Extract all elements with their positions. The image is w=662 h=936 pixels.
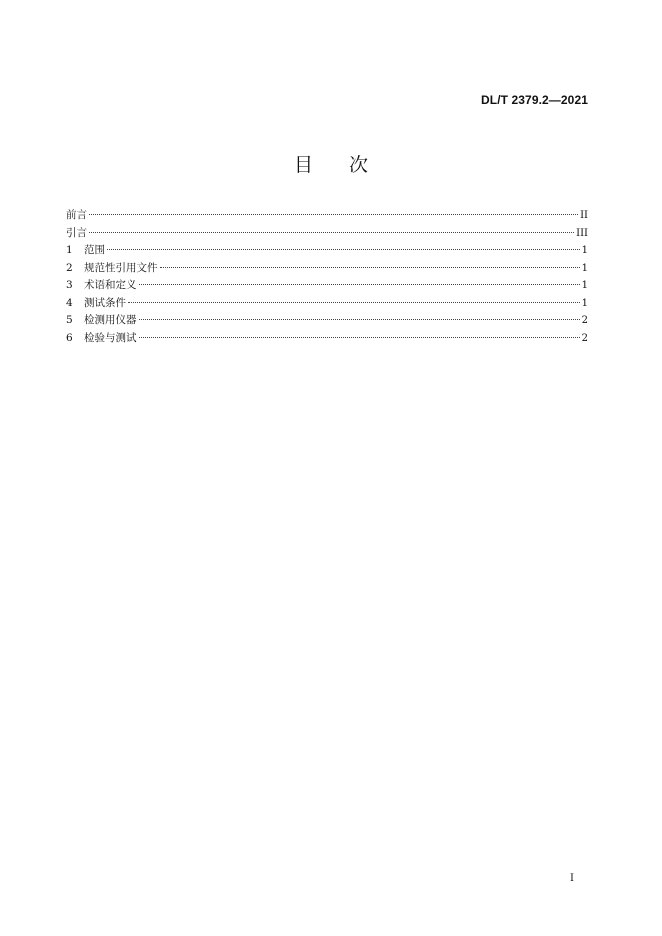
toc-leader-dots	[128, 302, 580, 303]
toc-entry-normative-references[interactable]	[66, 260, 588, 278]
toc-entry-number: 5	[66, 314, 73, 326]
document-code: DL/T 2379.2—2021	[481, 93, 588, 107]
toc-entry-label: 术语和定义	[84, 279, 137, 291]
toc-leader-dots	[89, 214, 578, 215]
toc-leader-dots	[139, 284, 580, 285]
toc-entry-page: 1	[581, 280, 588, 291]
toc-entry-scope[interactable]	[66, 242, 588, 260]
toc-entry-number: 3	[66, 279, 73, 291]
toc-entry-page: 1	[581, 245, 588, 256]
toc-entry-number: 2	[66, 261, 73, 274]
page-title	[0, 150, 662, 177]
title-char-2: 次	[349, 154, 369, 176]
toc-leader-dots	[107, 249, 580, 250]
toc-entry-introduction[interactable]	[66, 225, 588, 243]
toc-entry-number: 4	[66, 296, 73, 309]
table-of-contents	[66, 207, 588, 347]
toc-entry-page: 2	[581, 315, 588, 326]
toc-entry-page: 2	[581, 332, 588, 344]
toc-entry-foreword[interactable]	[66, 207, 588, 225]
toc-entry-inspection-testing[interactable]	[66, 330, 588, 348]
toc-leader-dots	[160, 267, 580, 268]
toc-entry-page: 1	[581, 297, 588, 309]
toc-entry-label: 引言	[66, 226, 87, 239]
toc-entry-terms-definitions[interactable]	[66, 277, 588, 295]
toc-entry-page: II	[580, 210, 588, 221]
toc-leader-dots	[89, 232, 574, 233]
toc-entry-number: 6	[66, 331, 73, 344]
toc-entry-test-conditions[interactable]	[66, 295, 588, 313]
toc-entry-label: 规范性引用文件	[84, 261, 158, 274]
toc-entry-instruments[interactable]	[66, 312, 588, 330]
toc-entry-label: 检验与测试	[84, 331, 137, 344]
page-number: I	[570, 873, 574, 884]
toc-entry-page: 1	[581, 262, 588, 274]
toc-entry-label: 测试条件	[84, 296, 126, 309]
toc-entry-page: III	[576, 227, 588, 239]
title-char-1: 目	[293, 154, 313, 176]
toc-entry-label: 范围	[84, 244, 105, 256]
toc-entry-number: 1	[66, 244, 73, 256]
toc-leader-dots	[139, 337, 580, 338]
toc-entry-label: 检测用仪器	[84, 314, 137, 326]
toc-entry-label: 前言	[66, 209, 87, 221]
toc-leader-dots	[139, 319, 580, 320]
